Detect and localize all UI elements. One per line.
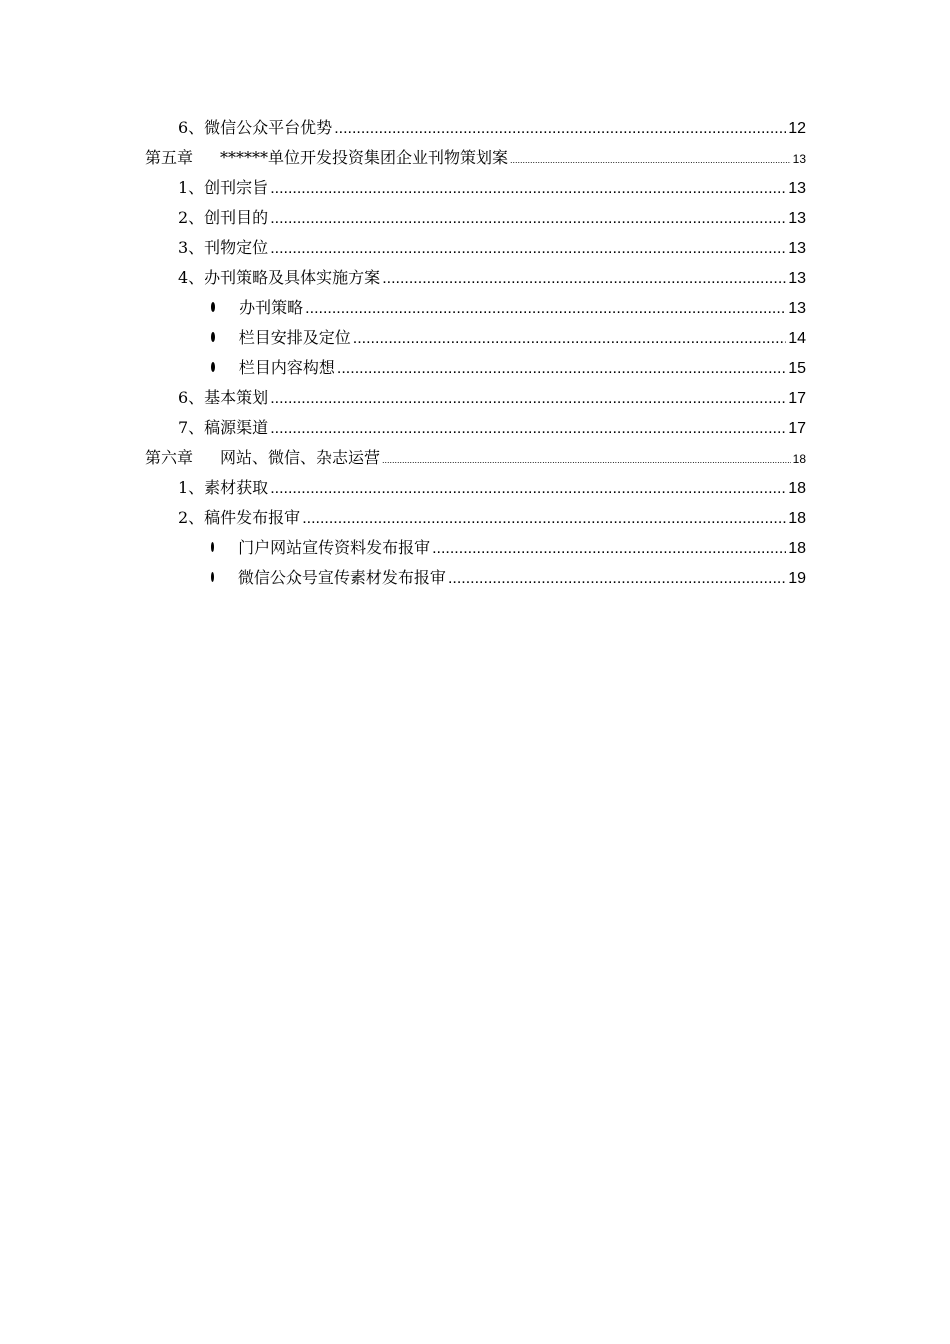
toc-leader-dots — [270, 414, 786, 444]
toc-chapter-title: 网站、微信、杂志运营 — [220, 448, 381, 467]
toc-leader-dots — [270, 204, 786, 234]
toc-entry[interactable] — [145, 503, 806, 533]
toc-leader-dots — [510, 145, 791, 175]
toc-entry[interactable] — [145, 113, 806, 143]
toc-leader-dots — [432, 534, 786, 564]
bullet-icon — [211, 572, 214, 582]
toc-page-number: 18 — [788, 510, 806, 527]
toc-leader-dots — [382, 445, 791, 475]
toc-entry[interactable] — [145, 473, 806, 503]
toc-page-number: 14 — [788, 330, 806, 347]
toc-entry-title: 7、稿源渠道 — [178, 418, 269, 437]
toc-leader-dots — [337, 354, 786, 384]
toc-entry-title: 2、创刊目的 — [178, 208, 269, 227]
toc-page-number: 13 — [788, 240, 806, 257]
toc-leader-dots — [302, 504, 786, 534]
toc-page-number: 15 — [788, 360, 806, 377]
toc-bullet-entry[interactable] — [145, 353, 806, 383]
toc-entry-title: 2、稿件发布报审 — [178, 508, 301, 527]
toc-entry[interactable] — [145, 383, 806, 413]
toc-leader-dots — [270, 384, 786, 414]
table-of-contents — [145, 113, 806, 593]
toc-chapter-number: 第五章 — [145, 148, 194, 167]
bullet-icon — [211, 362, 215, 372]
toc-bullet-entry[interactable] — [145, 533, 806, 563]
toc-leader-dots — [382, 264, 786, 294]
toc-entry-title: 栏目内容构想 — [238, 358, 335, 377]
bullet-icon — [211, 302, 215, 312]
toc-entry-title: 栏目安排及定位 — [238, 328, 351, 347]
toc-bullet-entry[interactable] — [145, 293, 806, 323]
toc-entry-title: 办刊策略 — [239, 298, 304, 317]
toc-page-number: 18 — [788, 540, 806, 557]
toc-page-number: 13 — [788, 180, 806, 197]
toc-leader-dots — [270, 174, 786, 204]
toc-entry-title: 4、办刊策略及具体实施方案 — [178, 268, 381, 287]
toc-entry-title: 1、创刊宗旨 — [178, 178, 269, 197]
toc-leader-dots — [270, 234, 786, 264]
toc-entry[interactable] — [145, 203, 806, 233]
toc-page-number: 17 — [788, 390, 806, 407]
toc-chapter-entry[interactable] — [145, 443, 806, 473]
toc-leader-dots — [448, 564, 786, 594]
toc-page-number: 13 — [788, 300, 806, 317]
toc-page-number: 13 — [792, 152, 806, 166]
bullet-icon — [211, 332, 215, 342]
toc-leader-dots — [305, 294, 786, 324]
toc-leader-dots — [270, 474, 786, 504]
toc-leader-dots — [334, 114, 786, 144]
toc-entry-title: 1、素材获取 — [178, 478, 269, 497]
toc-page-number: 19 — [788, 570, 806, 587]
toc-entry[interactable] — [145, 413, 806, 443]
toc-entry-title: 6、微信公众平台优势 — [178, 118, 333, 137]
toc-leader-dots — [353, 324, 786, 354]
toc-entry-title: 3、刊物定位 — [178, 238, 269, 257]
bullet-icon — [211, 542, 214, 552]
toc-page-number: 17 — [788, 420, 806, 437]
toc-page-number: 18 — [788, 480, 806, 497]
toc-entry[interactable] — [145, 233, 806, 263]
toc-entry-title: 微信公众号宣传素材发布报审 — [237, 568, 446, 587]
toc-page-number: 13 — [788, 210, 806, 227]
toc-entry-title: 6、基本策划 — [178, 388, 269, 407]
toc-page-number: 12 — [788, 120, 806, 137]
toc-entry-title: 门户网站宣传资料发布报审 — [238, 538, 431, 557]
toc-bullet-entry[interactable] — [145, 563, 806, 593]
toc-chapter-entry[interactable] — [145, 143, 806, 173]
toc-chapter-title: ******单位开发投资集团企业刊物策划案 — [220, 148, 509, 167]
toc-entry[interactable] — [145, 173, 806, 203]
toc-bullet-entry[interactable] — [145, 323, 806, 353]
toc-chapter-number: 第六章 — [145, 448, 194, 467]
toc-entry[interactable] — [145, 263, 806, 293]
toc-page-number: 18 — [792, 452, 806, 466]
toc-page-number: 13 — [788, 270, 806, 287]
